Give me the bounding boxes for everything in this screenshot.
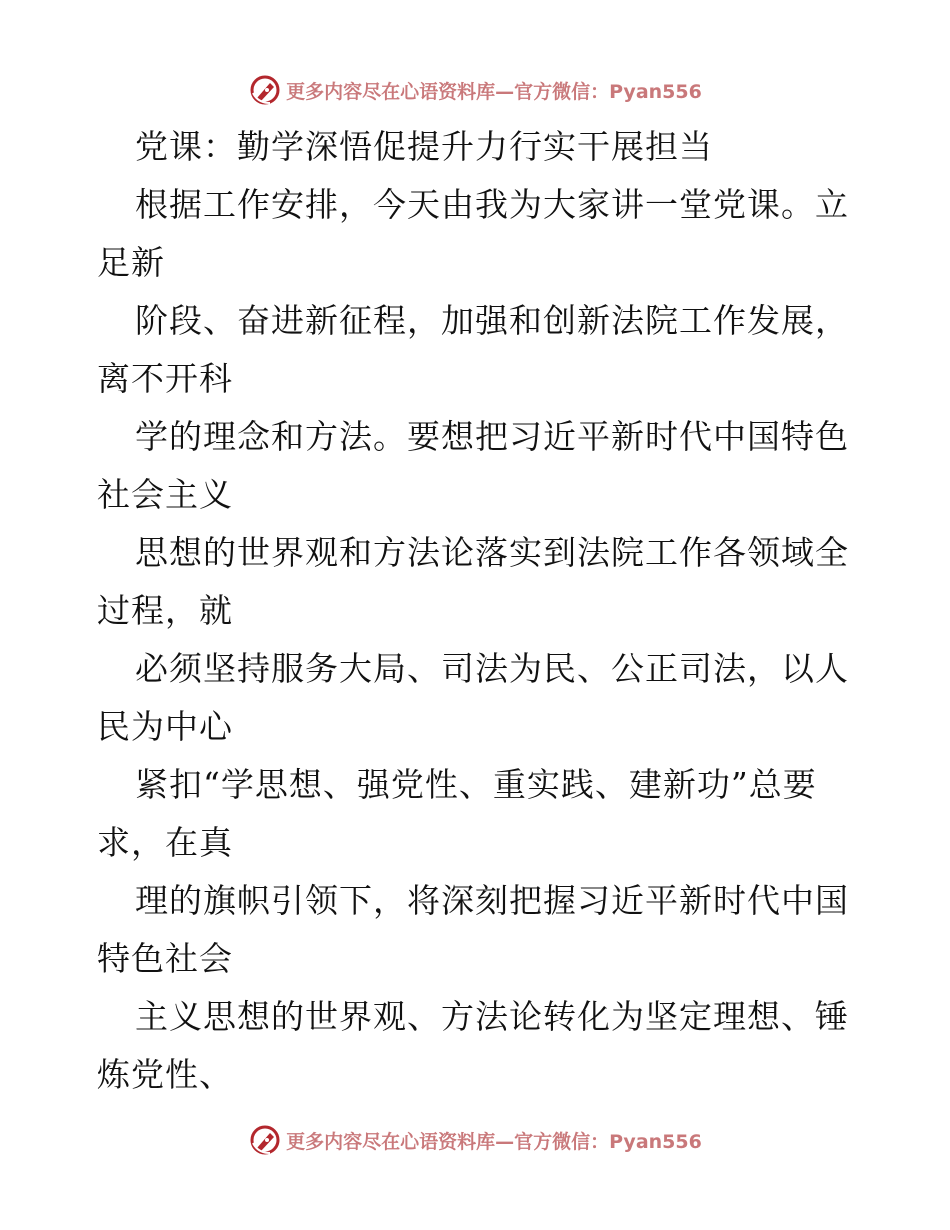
paragraph-line: 炼党性、 bbox=[97, 1055, 233, 1094]
banner-text: 更多内容尽在心语资料库—官方微信：Pyan556 bbox=[286, 1130, 702, 1153]
paragraph-line: 社会主义 bbox=[97, 475, 233, 514]
footer-banner bbox=[0, 1120, 950, 1160]
pen-nib-logo-icon bbox=[248, 1123, 282, 1157]
paragraph-line: 民为中心 bbox=[97, 707, 233, 746]
paragraph-line: 特色社会 bbox=[97, 939, 233, 978]
paragraph-line: 紧扣“学思想、强党性、重实践、建新功”总要 bbox=[135, 765, 817, 804]
document-body bbox=[97, 118, 857, 1104]
pen-nib-logo-icon bbox=[248, 73, 282, 107]
paragraph-line: 思想的世界观和方法论落实到法院工作各领域全 bbox=[135, 533, 849, 572]
banner-text: 更多内容尽在心语资料库—官方微信：Pyan556 bbox=[286, 80, 702, 103]
paragraph-line: 理的旗帜引领下，将深刻把握习近平新时代中国 bbox=[135, 881, 849, 920]
paragraph-line: 学的理念和方法。要想把习近平新时代中国特色 bbox=[135, 417, 849, 456]
paragraph-line: 必须坚持服务大局、司法为民、公正司法，以人 bbox=[135, 649, 849, 688]
paragraph-line: 离不开科 bbox=[97, 359, 233, 398]
paragraph-line: 主义思想的世界观、方法论转化为坚定理想、锤 bbox=[135, 997, 849, 1036]
paragraph-line: 过程，就 bbox=[97, 591, 233, 630]
paragraph-line: 阶段、奋进新征程，加强和创新法院工作发展， bbox=[135, 301, 849, 340]
paragraph-line: 求，在真 bbox=[97, 823, 233, 862]
paragraph-line: 足新 bbox=[97, 243, 165, 282]
header-banner bbox=[0, 70, 950, 110]
document-title: 党课：勤学深悟促提升力行实干展担当 bbox=[135, 127, 713, 166]
paragraph-line: 根据工作安排，今天由我为大家讲一堂党课。立 bbox=[135, 185, 849, 224]
